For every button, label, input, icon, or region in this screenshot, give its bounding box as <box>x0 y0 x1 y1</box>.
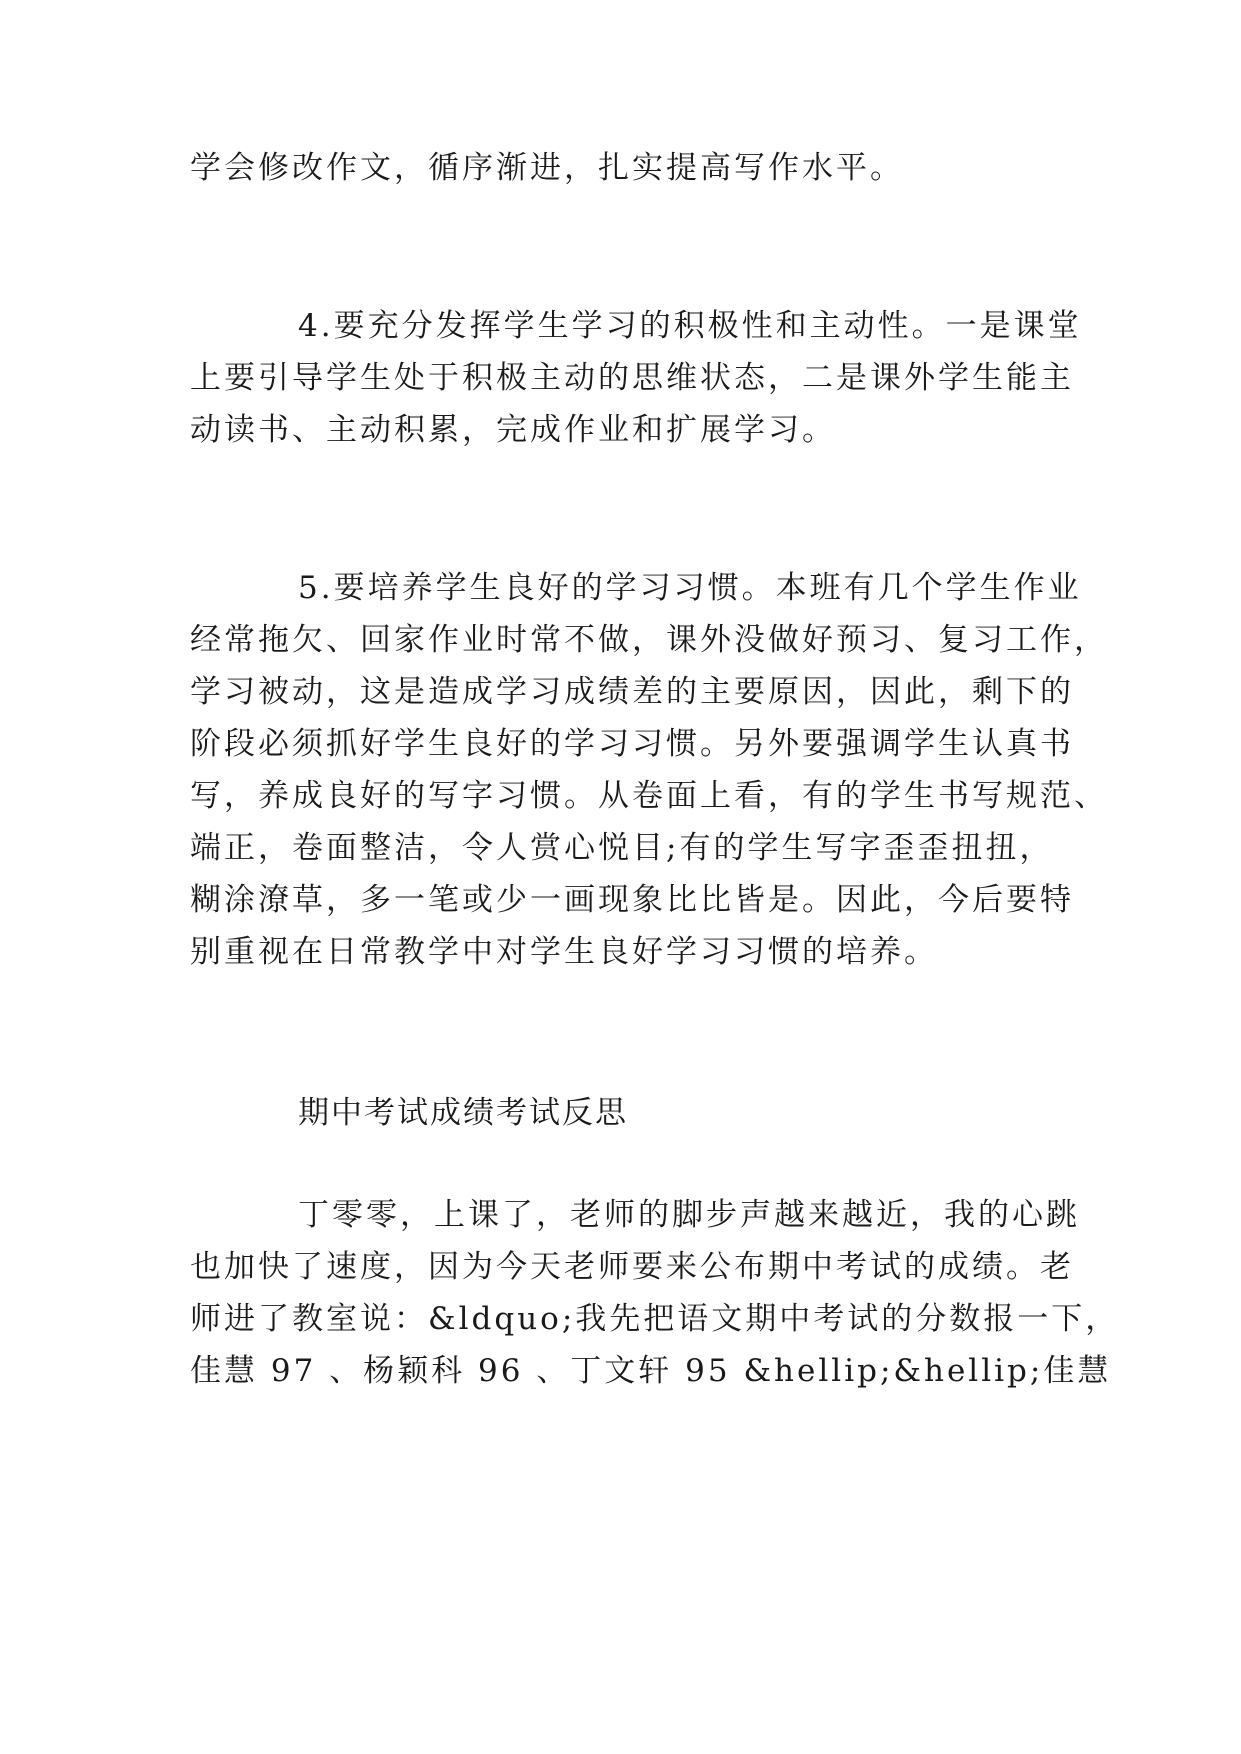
paragraph-line: 经常拖欠、回家作业时常不做，课外没做好预习、复习工作， <box>190 622 1108 658</box>
paragraph-line: 5.要培养学生良好的学习习惯。本班有几个学生作业 <box>298 570 1082 606</box>
paragraph-line: 佳慧 97 、杨颖科 96 、丁文轩 95 &hellip;&hellip;佳慧 <box>190 1353 1112 1389</box>
paragraph-line: 端正，卷面整洁，令人赏心悦目;有的学生写字歪歪扭扭， <box>190 830 1054 866</box>
paragraph-line: 糊涂潦草，多一笔或少一画现象比比皆是。因此，今后要特 <box>190 882 1074 918</box>
paragraph-line: 动读书、主动积累，完成作业和扩展学习。 <box>190 412 836 448</box>
paragraph-line: 学习被动，这是造成学习成绩差的主要原因，因此，剩下的 <box>190 674 1074 710</box>
paragraph-line: 上要引导学生处于积极主动的思维状态，二是课外学生能主 <box>190 360 1074 396</box>
paragraph-line: 4.要充分发挥学生学习的积极性和主动性。一是课堂 <box>298 308 1082 344</box>
section-title: 期中考试成绩考试反思 <box>298 1095 628 1131</box>
paragraph-line: 也加快了速度，因为今天老师要来公布期中考试的成绩。老 <box>190 1249 1074 1285</box>
paragraph-line: 师进了教室说：&ldquo;我先把语文期中考试的分数报一下， <box>190 1301 1120 1337</box>
paragraph-line: 学会修改作文，循序渐进，扎实提高写作水平。 <box>190 150 904 186</box>
paragraph-line: 阶段必须抓好学生良好的学习习惯。另外要强调学生认真书 <box>190 726 1074 762</box>
paragraph-line: 别重视在日常教学中对学生良好学习习惯的培养。 <box>190 934 938 970</box>
paragraph-line: 丁零零，上课了，老师的脚步声越来越近，我的心跳 <box>298 1197 1080 1233</box>
paragraph-line: 写，养成良好的写字习惯。从卷面上看，有的学生书写规范、 <box>190 778 1108 814</box>
